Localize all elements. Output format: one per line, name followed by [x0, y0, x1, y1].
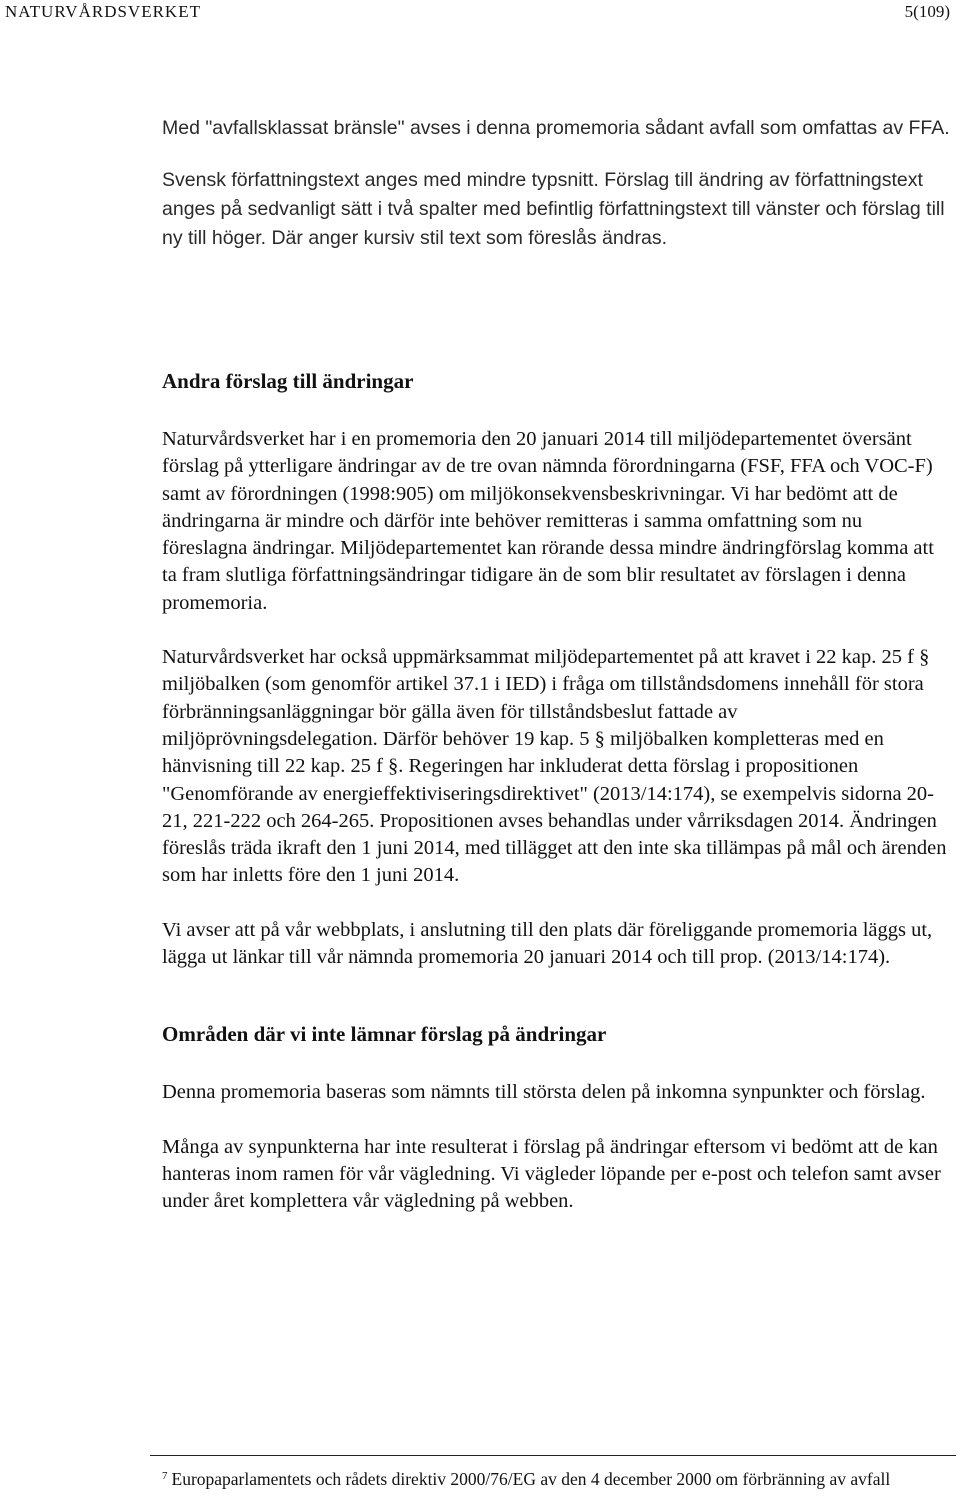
footnote — [162, 1464, 952, 1491]
organization-name: NATURVÅRDSVERKET — [5, 2, 201, 21]
body-paragraph: Naturvårdsverket har också uppmärksammat miljödepartementet på att kravet i 22 kap. 25 f § miljöbalken (som genomför artikel 37.1 i IED) i fråga om tillståndsdomens innehåll för stora förbränningsanläggningar bör gälla även för tillståndsbeslut fattade av miljöprövningsdelegation. Därför behöver 19 kap. 5 § miljöbalken kompletteras med en hänvisning till 22 kap. 25 f §. Regeringen har inkluderat detta förslag i propositionen "Genomförande av energieffektiviseringsdirektivet" (2013/14:174), se exempelvis sidorna 20-21, 221-222 och 264-265. Propositionen avses behandlas under vårriksdagen 2014. Ändringen föreslås träda ikraft den 1 juni 2014, med tillägget att den inte ska tillämpas på mål och ärenden som har inletts före den 1 juni 2014. — [162, 646, 947, 887]
body-paragraph: Naturvårdsverket har i en promemoria den 20 januari 2014 till miljödepartementet översänt förslag på ytterligare ändringar av de tre ovan nämnda förordningarna (FSF, FFA och VOC-F) samt av förordningen (1998:905) om miljökonsekvensbeskrivningar. Vi har bedömt att de ändringarna är mindre och därför inte behöver remitteras i samma omfattning som nu föreslagna ändringar. Miljödepartementet kan rörande dessa mindre ändringförslag komma att ta fram slutliga författningsändringar tidigare än de som blir resultatet av förslagen i denna promemoria. — [162, 428, 934, 614]
footnote-number: 7 — [162, 1470, 168, 1482]
section-heading: Andra förslag till ändringar — [162, 369, 414, 393]
main-content — [162, 366, 952, 1243]
footnote-text: Europaparlamentets och rådets direktiv 2000/76/EG av den 4 december 2000 om förbränning av avfall — [171, 1469, 891, 1489]
intro-paragraph: Svensk författningstext anges med mindre typsnitt. Förslag till ändring av författningstext anges på sedvanligt sätt i två spalter med befintlig författningstext till vänster och förslag till ny till höger. Där anger kursiv stil text som föreslås ändras. — [162, 169, 945, 249]
section-heading: Områden där vi inte lämnar förslag på ändringar — [162, 1022, 607, 1047]
footnote-divider — [150, 1455, 956, 1456]
body-paragraph: Många av synpunkterna har inte resulterat i förslag på ändringar eftersom vi bedömt att de kan hanteras inom ramen för vår vägledning. Vi vägleder löpande per e-post och telefon samt avser under året komplettera vår vägledning på webben. — [162, 1135, 941, 1213]
page-header — [5, 2, 950, 26]
body-paragraph: Vi avser att på vår webbplats, i anslutning till den plats där föreliggande promemoria läggs ut, lägga ut länkar till vår nämnda promemoria 20 januari 2014 och till prop. (2013/14:174). — [162, 918, 933, 969]
intro-paragraph: Med "avfallsklassat bränsle" avses i denna promemoria sådant avfall som omfattas av FFA. — [162, 117, 950, 139]
page-number: 5(109) — [904, 2, 950, 21]
intro-section — [162, 114, 952, 276]
body-paragraph: Denna promemoria baseras som nämnts till största delen på inkomna synpunkter och förslag. — [162, 1081, 926, 1104]
